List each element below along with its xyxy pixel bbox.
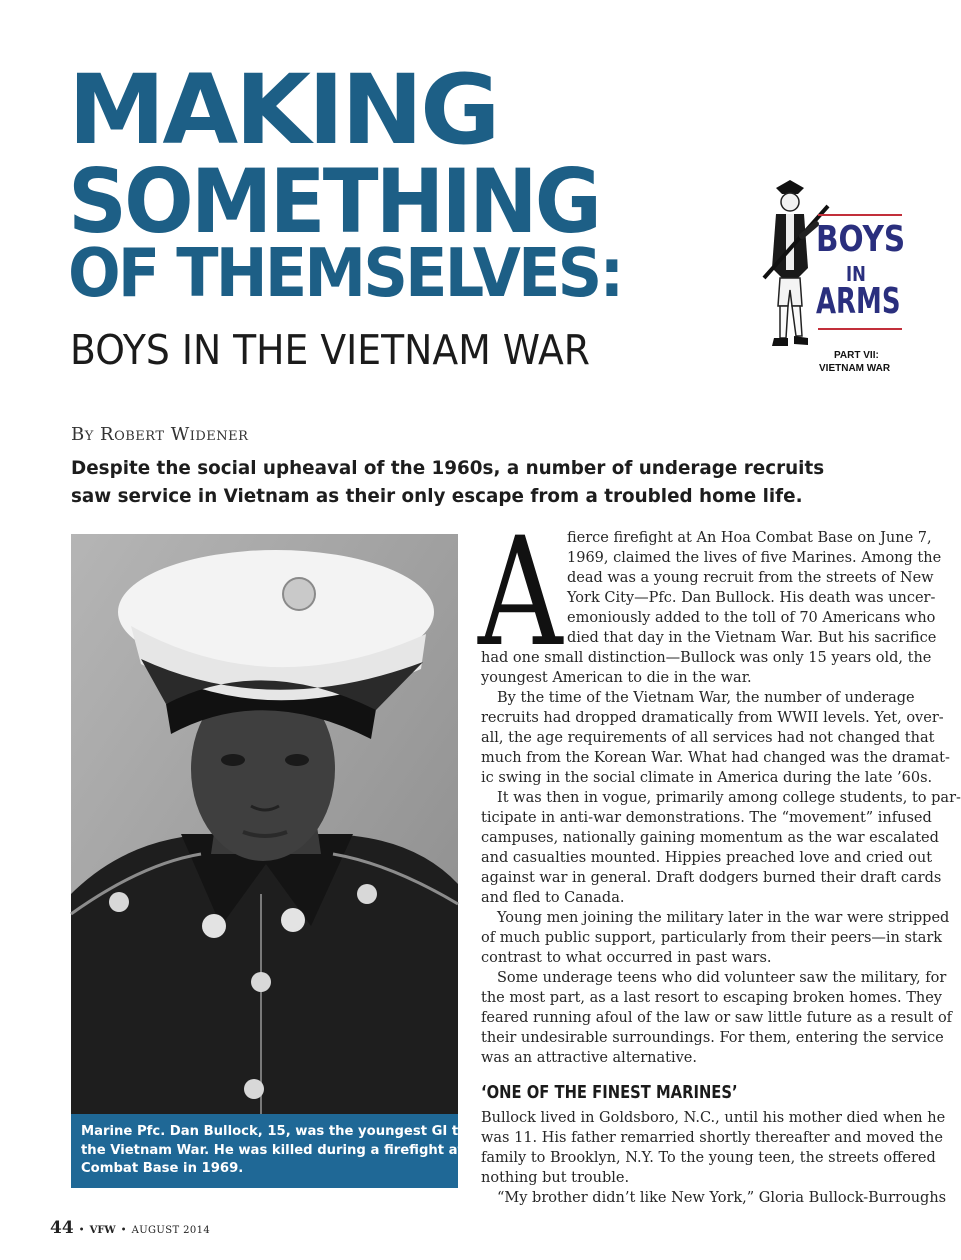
body-line: was an attractive alternative. — [481, 1050, 697, 1066]
body-line: 1969, claimed the lives of five Marines. Among the — [567, 550, 942, 566]
body-line: of much public support, particularly from their peers—in stark — [481, 930, 943, 946]
body-line: much from the Korean War. What had changed was the dramat- — [481, 750, 950, 766]
section-subhead: ‘ONE OF THE FINEST MARINES’ — [481, 1082, 738, 1103]
body-line: fierce firefight at An Hoa Combat Base on June 7, — [567, 530, 932, 546]
body-line: Young men joining the military later in the war were stripped — [497, 910, 950, 926]
minuteman-soldier-icon — [750, 178, 830, 358]
body-line: Some underage teens who did volunteer saw the military, for — [497, 970, 947, 986]
headline-subtitle: BOYS IN THE VIETNAM WAR — [70, 326, 590, 374]
body-line: York City—Pfc. Dan Bullock. His death was uncer- — [567, 590, 936, 606]
body-line: Bullock lived in Goldsboro, N.C., until his mother died when he — [481, 1110, 946, 1126]
headline-line-1: MAKING — [68, 54, 498, 166]
body-line: and fled to Canada. — [481, 890, 625, 906]
issue-date: AUGUST 2014 — [131, 1225, 211, 1236]
page-footer — [50, 1218, 210, 1238]
magazine-name: VFW — [89, 1225, 116, 1236]
drop-cap: A — [478, 506, 563, 680]
caption-line: Combat Base in 1969. — [81, 1161, 244, 1176]
caption-line: the Vietnam War. He was killed during a firefight at An Hoa — [81, 1142, 522, 1158]
separator-dot: • — [120, 1225, 127, 1236]
body-line: “My brother didn’t like New York,” Gloria Bullock-Burroughs — [497, 1190, 947, 1206]
logo-word-in: IN — [846, 262, 866, 286]
logo-part-title: VIETNAM WAR — [819, 363, 891, 374]
body-line: was 11. His father remarried shortly thereafter and moved the — [481, 1130, 943, 1146]
body-line: emoniously added to the toll of 70 Americans who — [567, 610, 936, 626]
logo-word-boys: BOYS — [816, 219, 906, 260]
body-line: nothing but trouble. — [481, 1170, 630, 1186]
body-line: recruits had dropped dramatically from WWII levels. Yet, over- — [481, 710, 944, 726]
body-line: contrast to what occurred in past wars. — [481, 950, 772, 966]
body-line: against war in general. Draft dodgers burned their draft cards — [481, 870, 942, 886]
byline: By Robert Widener — [71, 424, 249, 445]
body-line: the most part, as a last resort to escaping broken homes. They — [481, 990, 942, 1006]
body-line: It was then in vogue, primarily among college students, to par- — [497, 790, 961, 806]
caption-line: Marine Pfc. Dan Bullock, 15, was the youngest GI to die in — [81, 1124, 514, 1139]
body-line: died that day in the Vietnam War. But his sacrifice — [567, 630, 937, 646]
body-line: all, the age requirements of all services had not changed that — [481, 730, 935, 746]
body-line: ticipate in anti-war demonstrations. The “movement” infused — [481, 810, 932, 826]
deck-line-1: Despite the social upheaval of the 1960s, a number of underage recruits — [71, 457, 825, 479]
separator-dot: • — [78, 1225, 85, 1236]
body-line: campuses, nationally gaining momentum as the war escalated — [481, 830, 939, 846]
body-line: and casualties mounted. Hippies preached love and cried out — [481, 850, 933, 866]
headline-line-2: SOMETHING — [68, 150, 600, 253]
logo-part-label: PART VII: — [834, 350, 879, 361]
page-number: 44 — [50, 1218, 74, 1238]
deck-line-2: saw service in Vietnam as their only escape from a troubled home life. — [71, 485, 803, 507]
body-line: youngest American to die in the war. — [481, 670, 752, 686]
headline-line-3: OF THEMSELVES: — [68, 234, 622, 312]
body-line: ic swing in the social climate in America during the late ’60s. — [481, 770, 933, 786]
body-line: their undesirable surroundings. For them, entering the service — [481, 1030, 944, 1046]
body-line: had one small distinction—Bullock was only 15 years old, the — [481, 650, 932, 666]
logo-word-arms: ARMS — [816, 281, 901, 322]
body-line: family to Brooklyn, N.Y. To the young teen, the streets offered — [481, 1150, 936, 1166]
body-line: feared running afoul of the law or saw little future as a result of — [481, 1010, 953, 1026]
body-line: By the time of the Vietnam War, the number of underage — [497, 690, 915, 706]
marine-portrait-photo — [71, 534, 458, 1114]
boys-in-arms-logo — [750, 178, 920, 374]
photo-caption — [71, 1114, 522, 1188]
body-line: dead was a young recruit from the streets of New — [567, 570, 934, 586]
